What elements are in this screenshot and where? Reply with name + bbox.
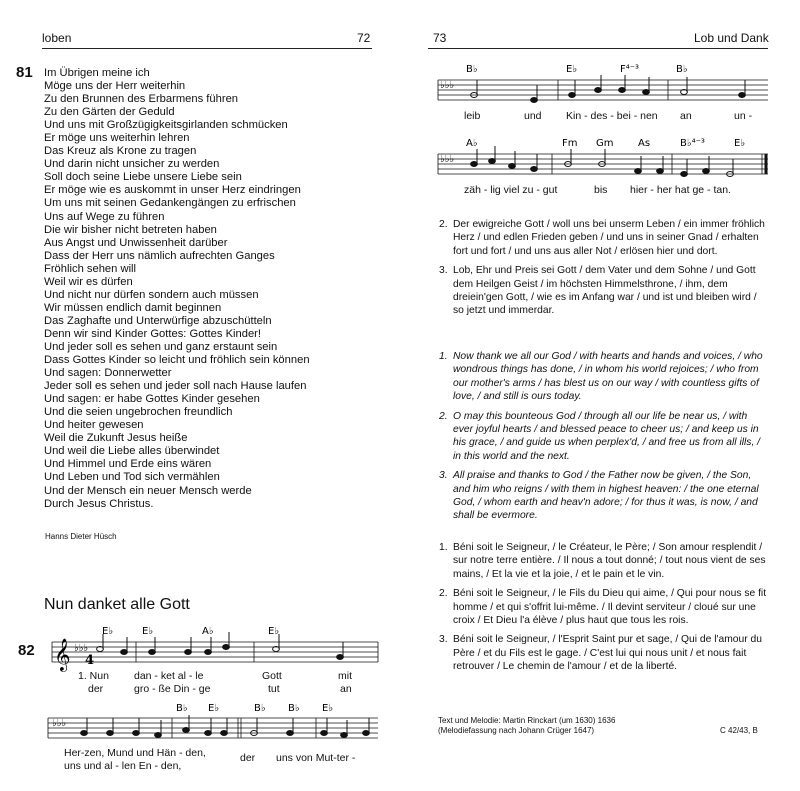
lyrics-r1-3: Kin - des - bei - nen bbox=[566, 110, 658, 122]
poem-line: Und Himmel und Erde eins wären bbox=[44, 458, 212, 471]
verse-item bbox=[439, 633, 769, 673]
score-82-staff-4 bbox=[430, 134, 770, 182]
poem-line: Die wir bisher nicht betreten haben bbox=[44, 223, 217, 236]
verse-number: 1. bbox=[439, 351, 448, 362]
notes-row-1 bbox=[97, 632, 344, 660]
right-header-title: Lob und Dank bbox=[694, 31, 769, 45]
lyrics-82-r2-b1: uns und al - len En - den, bbox=[64, 760, 182, 772]
poem-line: Das Kreuz als Krone zu tragen bbox=[44, 145, 197, 158]
chord-18: B♭⁴⁻³ bbox=[680, 138, 705, 149]
chord-13: B♭ bbox=[676, 64, 688, 75]
verse-item bbox=[439, 587, 769, 627]
lyrics-82-r1-b3: tut bbox=[268, 683, 280, 695]
poem-line: Und uns mit Großzügigkeitsgirlanden schmücken bbox=[44, 119, 288, 132]
poem-line: Weil die Zukunft Jesus heiße bbox=[44, 432, 188, 445]
chord-8: B♭ bbox=[288, 703, 300, 714]
chord-12: F⁴⁻³ bbox=[620, 64, 640, 75]
left-header-word: loben bbox=[42, 31, 72, 45]
poem-line: Wir müssen endlich damit beginnen bbox=[44, 301, 222, 314]
verse-number: 3. bbox=[439, 265, 448, 277]
poem-line: Er möge wie es auskommt in unser Herz eindringen bbox=[44, 184, 301, 197]
poem-line: Jeder soll es sehen und jeder soll nach Hause laufen bbox=[44, 380, 307, 393]
verse-text: Der ewigreiche Gott / woll uns bei unserm Leben / ein immer fröhlich Herz / und edlen Frieden geben / und uns in seiner Gnad / erhalten fort und fort / und uns aus aller Not / erlösen hier und dort. bbox=[453, 219, 765, 257]
chord-14: A♭ bbox=[466, 138, 478, 149]
poem-line: Und sagen: er habe Gottes Kinder gesehen bbox=[44, 393, 260, 406]
poem-line: Um uns mit seinen Gedankengängen zu erfrischen bbox=[44, 197, 296, 210]
credit-line-1: Text und Melodie: Martin Rinckart (um 1630) 1636 bbox=[438, 716, 616, 725]
verse-text: Béni soit le Seigneur, / le Fils du Dieu qui aime, / Qui pour nous se fit homme / et qui s'offrit lui-même. / Il devint serviteur / cloué sur une croix / Et Dieu l'a élève / plus haut que tous les rois. bbox=[453, 588, 767, 627]
lyrics-82-r1-a3: Gott bbox=[262, 670, 282, 682]
lyrics-r1-1: leib bbox=[464, 110, 481, 122]
poem-line: Zu den Brunnen des Erbarmens führen bbox=[44, 93, 239, 106]
poem-line: Und sagen: Donnerwetter bbox=[44, 367, 172, 380]
chord-9: E♭ bbox=[322, 703, 334, 714]
catalog-reference: C 42/43, B bbox=[720, 726, 758, 735]
lyrics-82-r1-a2: dan - ket al - le bbox=[134, 670, 204, 682]
verse-text: Béni soit le Seigneur, / le Créateur, le Père; / Son amour resplendit / sur notre terre entière. / Il nous a tout donné; / tout nous vient de ses mains, / Et la vie et la joie, / et le pain et le vin. bbox=[453, 542, 766, 580]
poem-line: Und die seien ungebrochen freundlich bbox=[44, 406, 233, 419]
lyrics-r2-2: bis bbox=[594, 184, 608, 196]
chord-11: E♭ bbox=[566, 64, 578, 75]
poem-line: Durch Jesus Christus. bbox=[44, 497, 154, 510]
poem-line: Und heiter gewesen bbox=[44, 419, 144, 432]
poem-line: Und darin nicht unsicher zu werden bbox=[44, 158, 220, 171]
lyrics-r2-1: zäh - lig viel zu - gut bbox=[464, 184, 558, 196]
lyrics-82-r1-b4: an bbox=[340, 683, 352, 695]
verse-item bbox=[439, 469, 769, 523]
chord-15: Fm bbox=[562, 138, 578, 149]
verse-text: Now thank we all our God / with hearts and hands and voices, / who wondrous things has done, / in whom his world rejoices; / who from our mother's arms / has blest us on our way / with countless gifts of love, / and still is ours today. bbox=[453, 351, 763, 403]
verse-text: O may this bounteous God / through all our life be near us, / with ever joyful hearts / and blessed peace to cheer us; / and keep us in his grace, / and guide us when perplex'd, / and free us from all ills, / in this world and the next. bbox=[453, 410, 761, 462]
chord-1: E♭ bbox=[102, 626, 114, 637]
lyrics-r1-2: und bbox=[524, 110, 542, 122]
chord-10: B♭ bbox=[466, 64, 478, 75]
chord-2: E♭ bbox=[142, 626, 154, 637]
key-flat-icon-4: ♭♭♭ bbox=[440, 154, 455, 165]
song-82-title: Nun danket alle Gott bbox=[44, 596, 190, 613]
lyrics-82-r1-a1: 1. Nun bbox=[78, 670, 109, 682]
french-verses bbox=[439, 541, 769, 680]
poem-line: Und der Mensch ein neuer Mensch werde bbox=[44, 484, 252, 497]
score-82-staff-1 bbox=[40, 622, 380, 672]
lyrics-82-r2-a1: Her-zen, Mund und Hän - den, bbox=[64, 747, 206, 759]
poem-line: Denn wir sind Kinder Gottes: Gottes Kinder! bbox=[44, 327, 262, 340]
lyrics-r1-5: un - bbox=[734, 110, 753, 122]
verse-number: 2. bbox=[439, 588, 448, 600]
poem-line: Das Zaghafte und Unterwürfige abzuschütteln bbox=[44, 314, 272, 327]
poem-line: Aus Angst und Unwissenheit darüber bbox=[44, 236, 228, 249]
treble-clef-icon: 𝄞 bbox=[54, 638, 71, 671]
key-flat-icon: ♭♭♭ bbox=[74, 643, 89, 654]
verse-item bbox=[439, 410, 769, 464]
poem-line: Dass der Herr uns nämlich aufrechten Ganges bbox=[44, 249, 275, 262]
chord-7: B♭ bbox=[254, 703, 266, 714]
lyrics-82-r1-b1: der bbox=[88, 683, 104, 695]
verse-item bbox=[439, 218, 769, 258]
lyrics-82-r2-a2: der bbox=[240, 752, 256, 764]
poem-line: Und weil die Liebe alles überwindet bbox=[44, 445, 220, 458]
poem-line: Möge uns der Herr weiterhin bbox=[44, 80, 186, 93]
lyrics-82-r1-a4: mit bbox=[338, 670, 352, 682]
credits bbox=[438, 716, 768, 736]
poem-line: Weil wir es dürfen bbox=[44, 275, 133, 288]
lyrics-r1-4: an bbox=[680, 110, 692, 122]
song-81-number: 81 bbox=[16, 64, 33, 81]
verse-text: All praise and thanks to God / the Father now be given, / the Son, and him who reigns / with them in highest heaven: / the one eternal God, / whom earth and heav'n adore; / for thus it was, is now, / and shall be evermore. bbox=[453, 470, 759, 522]
song-82-number: 82 bbox=[18, 642, 35, 659]
right-header-rule bbox=[428, 48, 768, 49]
poem-line: Und nicht nur dürfen sondern auch müssen bbox=[44, 288, 259, 301]
key-flat-icon-3: ♭♭♭ bbox=[440, 80, 455, 91]
verse-item bbox=[439, 264, 769, 318]
key-flat-icon-2: ♭♭♭ bbox=[52, 718, 67, 729]
final-barline bbox=[765, 154, 768, 174]
chord-5: B♭ bbox=[176, 703, 188, 714]
notes-row-4 bbox=[471, 146, 734, 177]
credit-line-2: (Melodiefassung nach Johann Crüger 1647) bbox=[438, 726, 595, 735]
song-81-author: Hanns Dieter Hüsch bbox=[45, 532, 117, 541]
chord-6: E♭ bbox=[208, 703, 220, 714]
chord-19: E♭ bbox=[734, 138, 746, 149]
verse-number: 2. bbox=[439, 219, 448, 230]
poem-line: Zu den Gärten der Geduld bbox=[44, 106, 175, 119]
time-sig: 4 bbox=[85, 653, 95, 668]
poem-line: Dass Gottes Kinder so leicht und fröhlich sein können bbox=[44, 354, 310, 367]
verse-item bbox=[439, 350, 769, 404]
score-82-staff-3 bbox=[430, 60, 770, 108]
notes-row-3 bbox=[471, 75, 746, 103]
german-verses bbox=[439, 218, 769, 324]
verse-item bbox=[439, 541, 769, 581]
poem-line: Uns auf Wege zu führen bbox=[44, 210, 165, 223]
verse-text: Lob, Ehr und Preis sei Gott / dem Vater und dem Sohne / und Gott dem Heilgen Geist / im höchsten Himmelsthrone, / ihm, dem dreiein'gen Gott, / wie es im Anfang war / und ist und bleiben wird / so jetzt und immerdar. bbox=[453, 265, 757, 317]
poem-line: Fröhlich sehen will bbox=[44, 262, 137, 275]
chord-4: E♭ bbox=[268, 626, 280, 637]
verse-number: 2. bbox=[439, 410, 448, 422]
lyrics-r2-3: hier - her hat ge - tan. bbox=[630, 184, 731, 196]
lyrics-82-r1-b2: gro - ße Din - ge bbox=[134, 683, 211, 695]
poem-line: Und jeder soll es sehen und ganz erstaunt sein bbox=[44, 340, 278, 353]
left-page-number: 72 bbox=[357, 31, 371, 45]
chord-3: A♭ bbox=[202, 626, 214, 637]
verse-text: Béni soit le Seigneur, / l'Esprit Saint pur et sage, / Qui de l'amour du Père / et du Fils est le gage. / C'est lui qui nous unit / et nous fait retrouver / Le chemin de l'amour / et de la liberté. bbox=[453, 634, 763, 673]
poem-line: Im Übrigen meine ich bbox=[44, 67, 150, 79]
right-page-number: 73 bbox=[433, 31, 447, 45]
verse-number: 3. bbox=[439, 470, 448, 482]
verse-number: 1. bbox=[439, 542, 448, 553]
verse-number: 3. bbox=[439, 634, 448, 646]
lyrics-82-r2-a3: uns von Mut-ter - bbox=[276, 752, 356, 764]
song-81-poem bbox=[44, 67, 310, 511]
english-verses bbox=[439, 350, 769, 529]
score-82-staff-2 bbox=[40, 700, 380, 748]
poem-line: Und Leben und Tod sich vermählen bbox=[44, 471, 220, 484]
poem-line: Er möge uns weiterhin lehren bbox=[44, 132, 190, 145]
chord-16: Gm bbox=[596, 138, 614, 149]
poem-line: Soll doch seine Liebe unsere Liebe sein bbox=[44, 171, 242, 184]
left-header-rule bbox=[42, 48, 372, 49]
chord-17: As bbox=[638, 138, 651, 149]
